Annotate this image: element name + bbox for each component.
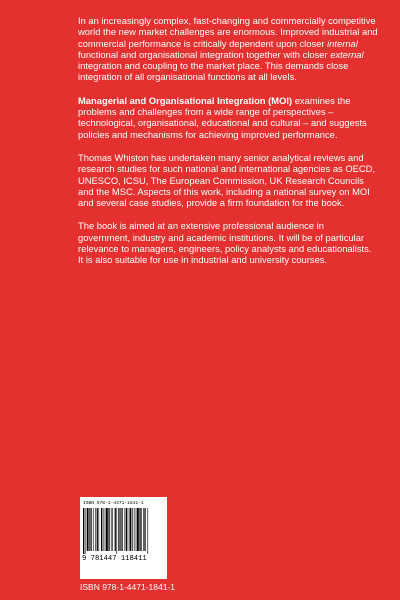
barcode-bar	[93, 508, 94, 551]
barcode-bar	[116, 508, 117, 554]
audience-paragraph: The book is aimed at an extensive professional audience in government, industry and academic institutions. It will be of particular relevance to managers, engineers, policy analysts and educationalists. It is also suitable for use in industrial and university courses.	[78, 220, 372, 266]
barcode-bar	[128, 508, 129, 551]
isbn-top-text: ISBN 978-1-4471-1841-1	[83, 501, 144, 506]
barcode-bar	[120, 508, 121, 551]
barcode-bar	[134, 508, 135, 551]
book-title-bold: Managerial and Organisational Integration (MOI)	[78, 94, 293, 106]
barcode-label	[80, 497, 167, 579]
intro-emphasis-internal: internal	[327, 37, 358, 49]
barcode-bar	[111, 508, 112, 551]
barcode-bar	[83, 508, 84, 554]
barcode-bar	[101, 508, 102, 551]
moi-description: examines the problems and challenges from a wide range of perspectives – technological, organisational, educational and cultural – and suggests policies and mechanisms for achieving improved performance.	[78, 94, 367, 140]
barcode-bar	[147, 508, 148, 554]
barcode-bar	[103, 508, 104, 551]
barcode-bar	[132, 508, 133, 551]
moi-paragraph	[78, 95, 378, 140]
barcode-bar	[141, 508, 142, 551]
barcode-bar	[137, 508, 139, 551]
barcode-bar	[118, 508, 119, 551]
barcode-bar	[89, 508, 90, 551]
barcode-digits: 9 781447 118411	[82, 555, 147, 563]
barcode-bar	[87, 508, 89, 551]
barcode-bar	[105, 508, 106, 551]
barcode-bar	[121, 508, 122, 551]
intro-text-2: functional and organisational integration together with closer	[78, 48, 331, 60]
barcode-bar	[136, 508, 137, 551]
barcode-bar	[97, 508, 98, 551]
barcode-bar	[90, 508, 91, 551]
isbn-bottom-text: ISBN 978-1-4471-1841-1	[80, 582, 175, 592]
barcode-bar	[126, 508, 127, 551]
barcode-bar	[108, 508, 109, 551]
barcode-bar	[95, 508, 96, 551]
intro-text-3: integration and coupling to the market place. This demands close integration of all organisational functions at all levels.	[78, 60, 349, 83]
barcode-bar	[139, 508, 140, 551]
author-paragraph: Thomas Whiston has undertaken many senior analytical reviews and research studies for such national and international agencies as OECD, UNESCO, ICSU, The European Commission, UK Research Councils and the MSC. Aspects of this work, including a national survey on MOI and several case studies, provide a firm foundation for the book.	[78, 151, 376, 209]
barcode-bar	[85, 508, 86, 554]
barcode-bar	[106, 508, 108, 551]
barcode-bar	[99, 508, 100, 551]
intro-paragraph	[78, 15, 378, 83]
barcode-bar	[112, 508, 113, 551]
barcode-image	[83, 508, 164, 554]
barcode-bar	[115, 508, 116, 551]
barcode-bar	[143, 508, 144, 551]
barcode-bar	[130, 508, 132, 551]
intro-emphasis-external: external	[330, 48, 364, 60]
barcode-bar	[125, 508, 126, 551]
intro-text-1: In an increasingly complex, fast-changing and commercially competitive world the new market challenges are enormous. Improved industrial and commercial performance is critically dependent upon closer	[78, 15, 378, 49]
barcode-bar	[144, 508, 145, 551]
cover-blurb	[78, 15, 378, 278]
